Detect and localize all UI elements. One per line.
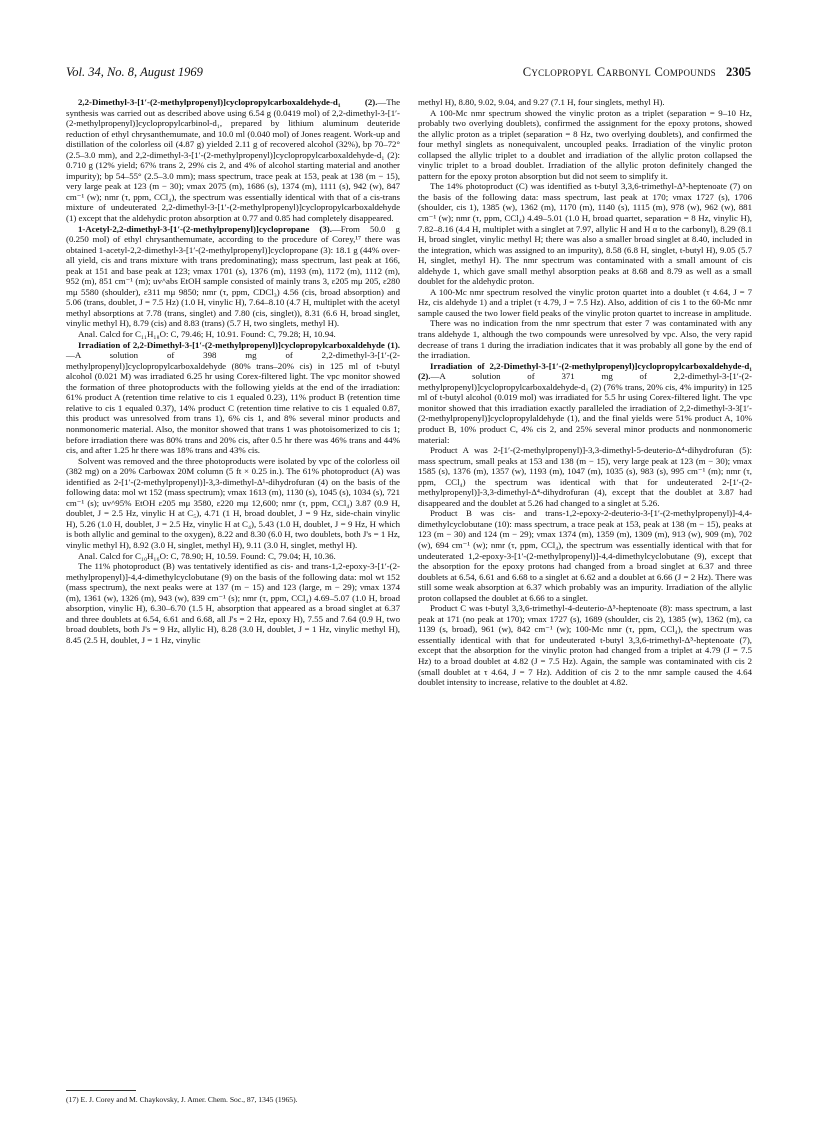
paragraph: Product B was cis- and trans-1,2-epoxy-2-deuterio-3-[1′-(2-methylpropenyl)]-4,4-dimethylcyclobutane (10): mass spectrum, a trace peak at 153, peak at 138 (m − 15), peaks at 123 (m − 30) and 124 (m − 29); νmax 1374 (m), 1359 (m), 1309 (m), 913 (w), 909 (m), 702 (w), 694 cm⁻¹ (w); nmr (τ, ppm, CCl₄), the spectrum was essentially identical with that for undeuterated 1,2-epoxy-3-[1′-(2-methylpropenyl)]-4,4-dimethylcyclobutane (9), except that the absorption for the epoxy protons had changed from a broad singlet at 6.37 and three doublets at 6.54, 6.61 and 6.68 to a singlet at 6.62 and a doublet at 6.66 (J = 2 Hz). There was still some weak absorption at 6.37 which probably was an impurity. Irradiation of the allylic proton collapsed the doublet at 6.66 to a singlet.	[418, 508, 752, 603]
volume-issue: Vol. 34, No. 8, August 1969	[66, 65, 203, 79]
footnote-text: (17) E. J. Corey and M. Chaykovsky, J. Amer. Chem. Soc., 87, 1345 (1965).	[66, 1095, 298, 1104]
analysis-line: Anal. Calcd for C₁₁H₁₈O: C, 79.46; H, 10.91. Found: C, 79.28; H, 10.94.	[78, 329, 336, 340]
paragraph	[66, 97, 400, 224]
analysis-line: Anal. Calcd for C₁₀H₁₆O: C, 78.90; H, 10.59. Found: C, 79.04; H, 10.36.	[78, 550, 336, 561]
paragraph	[66, 340, 400, 456]
paragraph: Product C was t-butyl 3,3,6-trimethyl-4-deuterio-Δ⁵-heptenoate (8): mass spectrum, a last peak at 171 (no peak at 170); νmax 1727 (s), 1689 (shoulder, cis 2), 1385 (w), 1362 (m), ca 1139 (s, broad), 961 (w), 842 cm⁻¹ (w); 100-Mc nmr (τ, ppm, CCl₄), the spectrum was essentially identical with that for undeuterated t-butyl 3,3,6-trimethyl-Δ⁵-heptenoate (7), except that the absorption for the vinylic proton had changed from a triplet at 4.79 (J = 7.5 Hz) to a broad doublet at 4.82 (J = 7.5 Hz). Again, the sample was contaminated with cis 2 (small doublet at τ 4.64, J = 7 Hz). Addition of cis 2 to the nmr sample caused the 4.64 doublet intensity to increase, relative to the doublet at 4.82.	[418, 603, 752, 688]
paragraph-body: —The synthesis was carried out as described above using 6.54 g (0.0419 mol) of 2,2-dimethyl-3-[1′-(2-methylpropenyl)]cyclopropylcarbinol-d₁, prepared by lithium aluminum deuteride reduction of ethyl chrysanthemumate, and 10.0 ml (0.040 mol) of Jones reagent. Work-up and distillation of the colorless oil (4.87 g) yielded 2.11 g of recovered alcohol (32%), bp 70–72° (2.5–3.0 mm), and 2,2-dimethyl-3-[1′-(2-methylpropenyl)]cyclopropylcarboxaldehyde-d₁ (2): 0.710 g (12% yield; 67% trans 2, 29% cis 2, and 4% of alcohol starting material and another impurity); bp 54–55° (2.5–3.0 mm); mass spectrum, trace peak at 153, peak at 138 (m − 15), very large peak at 123 (m − 30); νmax 2075 (m), 1686 (s), 1374 (m), 1111 (s), 942 (w), 847 cm⁻¹ (w); nmr (τ, ppm, CCl₄), the spectrum was essentially identical with that of a cis-trans mixture of undeuterated 2,2-dimethyl-3-[1′-(2-methylpropenyl)]cyclopropylcarboxaldehyde (1) except that the aldehydic proton absorption at 0.77 and 0.85 had completely disappeared.	[66, 97, 400, 224]
paragraph: A 100-Mc nmr spectrum resolved the vinylic proton quartet into a doublet (τ 4.64, J = 7 Hz, cis aldehyde 1) and a triplet (τ 4.79, J = 7.5 Hz). Also, addition of cis 1 to the 60-Mc nmr sample caused the two lower field peaks of the vinylic proton quartet to increase in amplitude.	[418, 286, 752, 318]
paragraph	[66, 224, 400, 329]
paragraph: Solvent was removed and the three photoproducts were isolated by vpc of the colorless oil (382 mg) on a 20% Carbowax 20M column (5 ft × 0.25 in.). The 61% photoproduct (A) was identified as 2-[1′-(2-methylpropenyl)]-3,3-dimethyl-Δ¹-dihydrofuran (4) on the basis of the following data: mol wt 152 (mass spectrum); νmax 1613 (m), 1130 (s), 1045 (s), 1034 (s), 721 cm⁻¹ (s); uv^95% EtOH ε205 mμ 3580, ε220 mμ 12,600; nmr (τ, ppm, CCl₄) 3.87 (0.9 H, doublet, J = 2.5 Hz, vinylic H at C₅), 4.71 (1 H, broad doublet, J = 9 Hz, side-chain vinylic H), 5.26 (1.0 H, doublet, J = 2.5 Hz, vinylic H at C₄), 5.43 (1.0 H, doublet, J = 9 Hz, H which is both allylic and geminal to the oxygen), 8.22 and 8.30 (6.0 H, two doublets, both J's = 1 Hz, vinylic methyl H), 8.92 (3.0 H, singlet, methyl H), 9.11 (3.0 H, singlet, methyl H).	[66, 455, 400, 550]
page-number: 2305	[726, 65, 751, 79]
header-right	[523, 62, 751, 82]
paragraph: A 100-Mc nmr spectrum showed the vinylic proton as a triplet (separation = 9–10 Hz, probably two overlying doublets), confirmed the assignment for the epoxy protons, showed the allylic proton as a triplet (separation = 8 Hz, two overlying doublets), and confirmed the four methyl singlets as nonequivalent, uncoupled peaks. Irradiation of the vinylic proton collapsed the allylic triplet to a doublet and irradiation of the allylic proton collapsed the vinylic triplet to a broad doublet. Irradiation of the allylic proton definitely changed the pattern for the epoxy proton absorption but did not seem to simplify it.	[418, 107, 752, 181]
paragraph	[418, 361, 752, 445]
footnote	[66, 1090, 400, 1105]
page-header	[66, 62, 751, 82]
section-heading: Irradiation of 2,2-Dimethyl-3-[1′-(2-methylpropenyl)]cyclopropylcarboxaldehyde (1).	[78, 339, 400, 350]
paragraph: The 11% photoproduct (B) was tentatively identified as cis- and trans-1,2-epoxy-3-[1′-(2-methylpropenyl)]-4,4-dimethylcyclobutane (9) on the basis of the following data: mol wt 152 (mass spectrum), the next peaks were at 137 (m − 15) and 123 (large, m − 29); νmax 1374 (m), 1361 (w), 1326 (m), 943 (w), 839 cm⁻¹ (s); nmr (τ, ppm, CCl₄) 4.69–5.07 (1.0 H, broad absorption, vinylic H), 6.30–6.70 (1.5 H, absorption that appeared as a broad singlet at 6.37 and three doublets at 6.54, 6.61 and 6.68, all J's = 2 Hz, epoxy H), 7.55 and 7.64 (0.9 H, two broad doublets, both J's = 9 Hz, allylic H), 8.28 (3.0 H, doublet, J = 1 Hz, vinylic methyl H), 8.45 (2.5 H, doublet, J = 1 Hz, vinylic	[66, 561, 400, 645]
footnote-rule	[66, 1090, 136, 1091]
paragraph: Product A was 2-[1′-(2-methylpropenyl)]-3,3-dimethyl-5-deuterio-Δ⁴-dihydrofuran (5): mass spectrum, small peaks at 153 and 138 (m − 15), very large peak at 123 (m − 30); νmax 1585 (s), 1376 (m), 1357 (w), 1193 (m), 1047 (m), 1035 (s), 983 (s), 995 cm⁻¹ (m); nmr (τ, ppm, CCl₄) the spectrum was identical with that for undeuterated 2-[1′-(2-methylpropenyl)]-3,3-dimethyl-Δ⁴-dihydrofuran (4), except that the doublet at 3.87 had disappeared and the doublet at 5.26 had changed to a singlet at 5.26.	[418, 445, 752, 508]
paragraph-body: —A solution of 398 mg of 2,2-dimethyl-3-[1′-(2-methylpropenyl)]cyclopropylcarboxaldehyde (80% trans–20% cis) in 125 ml of t-butyl alcohol (0.021 M) was irradiated 6.25 hr using Corex-filtered light. The vpc monitor showed the formation of three photoproducts with the following yields at the end of the irradiation: 61% product A (retention time relative to cis 1 equaled 0.23), 11% product B (retention time relative to cis 1 equaled 0.37), 14% product C (retention time relative to cis 1 equaled 0.87, this product was unresolved from trans 1), 6% cis 1, and 8% several minor products and nonmonomeric material. Also, the monitor showed that trans 1 was photoisomerized to cis 1; before irradiation there was 80% trans and 20% cis, after 0.5 hr there was 46% trans and 44% cis, and after 1.25 hr there was 18% trans and 43% cis.	[66, 350, 400, 456]
paragraph: methyl H), 8.80, 9.02, 9.04, and 9.27 (7.1 H, four singlets, methyl H).	[418, 97, 665, 107]
paragraph-body: —A solution of 371 mg of 2,2-dimethyl-3-[1′-(2-methylpropenyl)]cyclopropylcarboxaldehyde-d₁ (2) (76% trans, 20% cis, 4% impurity) in 125 ml of t-butyl alcohol (0.019 mol) was irradiated for 5.5 hr using Corex-filtered light. The vpc monitor showed that this irradiation exactly paralleled the irradiation of 2,2-dimethyl-3-3[1′-(2-methylpropenyl)]cyclopropylaldehyde (1), and the final yields were 51% product A, 10% product B, 10% product C, 4% cis 2, and 25% several minor products and nonmonomeric material:	[418, 371, 752, 445]
section-heading: 2,2-Dimethyl-3-[1′-(2-methylpropenyl)]cyclopropylcarboxaldehyde-d₁ (2).	[78, 97, 378, 107]
section-heading: 1-Acetyl-2,2-dimethyl-3-[1′-(2-methylpropenyl)]cyclopropane (3).	[78, 223, 332, 234]
paragraph: There was no indication from the nmr spectrum that ester 7 was contaminated with any trans aldehyde 1, although the two compounds were unresolved by vpc. Also, the very rapid decrease of trans 1 during the irradiation indicates that it was probably all gone by the end of the irradiation.	[418, 318, 752, 361]
section-heading: Irradiation of 2,2-Dimethyl-3-[1′-(2-methylpropenyl)]cyclopropylcarboxaldehyde-d₁ (2).	[418, 360, 752, 382]
paragraph-body: —From 50.0 g (0.250 mol) of ethyl chrysanthemumate, according to the procedure of Corey,¹⁷ there was obtained 1-acetyl-2,2-dimethyl-3-[1′-(2-methylpropenyl)]cyclopropane (3): 18.1 g (44% over-all yield, cis and trans mixture with trans predominating); mass spectrum, last peak at 166, peak at 151 and base peak at 123; νmax 1701 (s), 1376 (m), 1193 (m), 1172 (m), 1112 (m), 952 (m), 851 cm⁻¹ (m); uv^abs EtOH sample consisted of mainly trans 3, ε205 mμ 205, ε280 mμ 5580 (shoulder), ε311 mμ 9850; nmr (τ, ppm, CDCl₃) 4.56 (cis, broad absorption) and 5.06 (trans, doublet, J = 7.5 Hz) (1.0 H, vinylic H), 7.64–8.10 (4.7 H, multiplet with the acetyl methyl absorptions at 7.78 (trans, singlet) and 7.80 (cis, singlet)), 8.31 (6.6 H, broad singlet, vinylic methyl H), 8.79 (cis) and 8.83 (trans) (5.7 H, two singlets, methyl H).	[66, 223, 400, 329]
left-column	[66, 97, 400, 1087]
paragraph: The 14% photoproduct (C) was identified as t-butyl 3,3,6-trimethyl-Δ⁵-heptenoate (7) on the basis of the following data: mass spectrum, last peak at 170; νmax 1727 (s), 1706 (shoulder, cis 1), 1385 (w), 1362 (m), 1170 (m), 1140 (s), 1115 (m), 978 (w), 962 (w), 881 cm⁻¹ (w); nmr (τ, ppm, CCl₄) 4.49–5.01 (1.0 H, broad quartet, separation = 8 Hz, vinylic H), 7.82–8.16 (4.4 H, multiplet with a singlet at 7.97, allylic H and H α to the carbonyl), 8.29 (8.1 H, broad singlet, vinylic methyl H; there was also a smaller broad singlet at 8.40, included in the integration, which was assigned to an impurity), 8.58 (6.8 H, singlet, t-butyl H), 9.05 (5.7 H, singlet, methyl H). The nmr spectrum was contaminated with a small amount of cis aldehyde 1, which gave small methyl absorption peaks at 8.68 and 8.79 as well as a small doublet for the aldehydic proton.	[418, 181, 752, 287]
right-column	[418, 97, 752, 1137]
running-title: Cyclopropyl Carbonyl Compounds	[522, 65, 716, 79]
